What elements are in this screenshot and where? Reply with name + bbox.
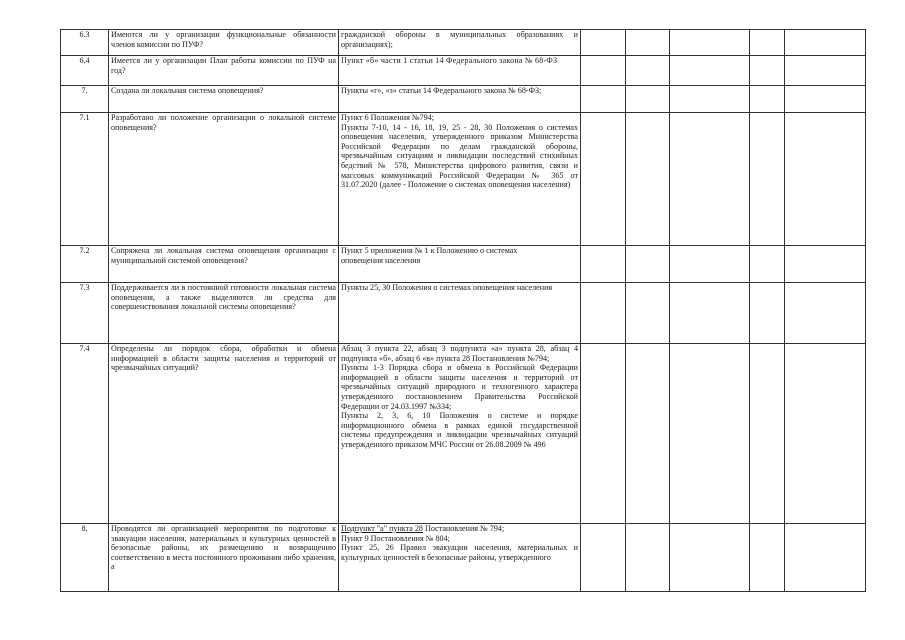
answer-cell xyxy=(670,86,750,113)
item-number: 7.1 xyxy=(61,113,109,246)
reference-text: Пункт «б» части 1 статьи 14 Федерального закона № 68-ФЗ xyxy=(341,56,558,65)
question-cell: Поддерживается ли в постоянной готовности локальная система оповещения, а также выделяются ли средства для совершенствования локальной системы оповещения? xyxy=(109,283,339,344)
answer-cell xyxy=(581,283,626,344)
table-row xyxy=(61,30,866,56)
answer-cell xyxy=(581,56,626,86)
answer-cell xyxy=(626,113,670,246)
reference-text: гражданской обороны в муниципальных образованиях и организациях); xyxy=(341,30,578,49)
reference-cell xyxy=(339,113,581,246)
note-cell xyxy=(785,30,866,56)
reference-cell xyxy=(339,86,581,113)
answer-cell xyxy=(626,56,670,86)
answer-cell xyxy=(626,246,670,283)
note-cell xyxy=(785,283,866,344)
table-row xyxy=(61,56,866,86)
note-cell xyxy=(785,246,866,283)
reference-text: Пункты 25, 30 Положения о системах оповещения населения xyxy=(341,283,553,292)
question-cell: Проводятся ли организацией мероприятия по подготовке к эвакуации населения, материальных и культурных ценностей в безопасные районы, их размещению и возвращению соответственно в места постоянного проживания либо хранения, а xyxy=(109,524,339,592)
table-row xyxy=(61,246,866,283)
answer-cell xyxy=(581,113,626,246)
answer-cell xyxy=(626,283,670,344)
item-number: 7.4 xyxy=(61,344,109,524)
answer-cell xyxy=(581,246,626,283)
answer-cell xyxy=(670,113,750,246)
reference-text: Пункт 5 приложения № 1 к Положению о системах xyxy=(341,246,518,255)
answer-cell xyxy=(750,246,785,283)
reference-cell xyxy=(339,524,581,592)
question-cell: Создана ли локальная система оповещения? xyxy=(109,86,339,113)
reference-text xyxy=(341,524,578,534)
item-number: 7. xyxy=(61,86,109,113)
item-number: 8. xyxy=(61,524,109,592)
note-cell xyxy=(785,344,866,524)
answer-cell xyxy=(750,344,785,524)
reference-text: оповещения населения xyxy=(341,255,421,265)
answer-cell xyxy=(626,86,670,113)
reference-cell xyxy=(339,56,581,86)
answer-cell xyxy=(670,246,750,283)
question-cell: Имеются ли у организации функциональные обязанности членов комиссии по ПУФ? xyxy=(109,30,339,56)
reference-cell xyxy=(339,283,581,344)
answer-cell xyxy=(670,56,750,86)
item-number: 6.3 xyxy=(61,30,109,56)
table-row xyxy=(61,524,866,592)
table-row xyxy=(61,344,866,524)
reference-cell xyxy=(339,246,581,283)
answer-cell xyxy=(750,56,785,86)
note-cell xyxy=(785,524,866,592)
reference-text: Постановления № 794; xyxy=(422,524,505,533)
reference-text: Абзац 3 пункта 22, абзац 3 подпункта «а» пункта 28, абзац 4 подпункта «б», абзац 6 «в» пункта 28 Постановления №794; xyxy=(341,344,578,363)
table-row xyxy=(61,86,866,113)
answer-cell xyxy=(750,113,785,246)
answer-cell xyxy=(581,30,626,56)
answer-cell xyxy=(581,524,626,592)
answer-cell xyxy=(670,283,750,344)
reference-text: Пункт 6 Положения №794; xyxy=(341,113,434,122)
answer-cell xyxy=(626,344,670,524)
answer-cell xyxy=(670,524,750,592)
item-number: 7.2 xyxy=(61,246,109,283)
answer-cell xyxy=(581,86,626,113)
note-cell xyxy=(785,86,866,113)
question-cell: Определены ли порядок сбора, обработки и обмена информацией в области защиты населения и территорий от чрезвычайных ситуаций? xyxy=(109,344,339,524)
note-cell xyxy=(785,56,866,86)
note-cell xyxy=(785,113,866,246)
answer-cell xyxy=(750,283,785,344)
table-row xyxy=(61,283,866,344)
reference-text: Пункты 7-10, 14 - 16, 18, 19, 25 - 28, 30 Положения о системах оповещения населения, утвержденного приказом Министерства Российской Федерации по делам гражданской обороны, чрезвычайным ситуациям и ликвидации последствий стихийных бедствий № 578, Министерства цифрового развития, связи и массовых коммуникаций Российской Федерации № 365 от 31.07.2020 (далее - Положение о системах оповещения населения) xyxy=(341,122,578,190)
answer-cell xyxy=(626,524,670,592)
answer-cell xyxy=(750,86,785,113)
reference-cell xyxy=(339,30,581,56)
answer-cell xyxy=(670,344,750,524)
reference-text: Пункты 2, 3, 6, 10 Положения о системе и порядке информационного обмена в рамках единой государственной системы предупреждения и ликвидации чрезвычайных ситуаций утвержденного приказом МЧС России от 26.08.2009 № 496 xyxy=(341,411,578,449)
reference-link-text: Подпункт "а" пункта 28 xyxy=(341,524,423,533)
checklist-table xyxy=(60,29,866,592)
question-cell: Имеется ли у организации План работы комиссии по ПУФ на год? xyxy=(109,56,339,86)
question-cell: Разработано ли положение организации о локальной системе оповещения? xyxy=(109,113,339,246)
answer-cell xyxy=(626,30,670,56)
reference-text: Пункт 25, 26 Правил эвакуации населения, материальных и культурных ценностей в безопасные районы, утвержденного xyxy=(341,543,578,562)
answer-cell xyxy=(750,524,785,592)
answer-cell xyxy=(581,344,626,524)
reference-cell xyxy=(339,344,581,524)
question-cell: Сопряжена ли локальная система оповещения организации с муниципальной системой оповещения? xyxy=(109,246,339,283)
table-row xyxy=(61,113,866,246)
item-number: 7.3 xyxy=(61,283,109,344)
item-number: 6.4 xyxy=(61,56,109,86)
reference-text: Пункты «г», «з» статьи 14 Федерального закона № 68-ФЗ; xyxy=(341,86,542,95)
answer-cell xyxy=(750,30,785,56)
reference-text: Пункт 9 Постановления № 804; xyxy=(341,533,450,543)
answer-cell xyxy=(670,30,750,56)
reference-text: Пункты 1-3 Порядка сбора и обмена в Российской Федерации информацией в области защиты населения и территорий от чрезвычайных ситуаций природного и техногенного характера утвержденного постановлением Правительства Российской Федерации от 24.03.1997 №334; xyxy=(341,363,578,411)
